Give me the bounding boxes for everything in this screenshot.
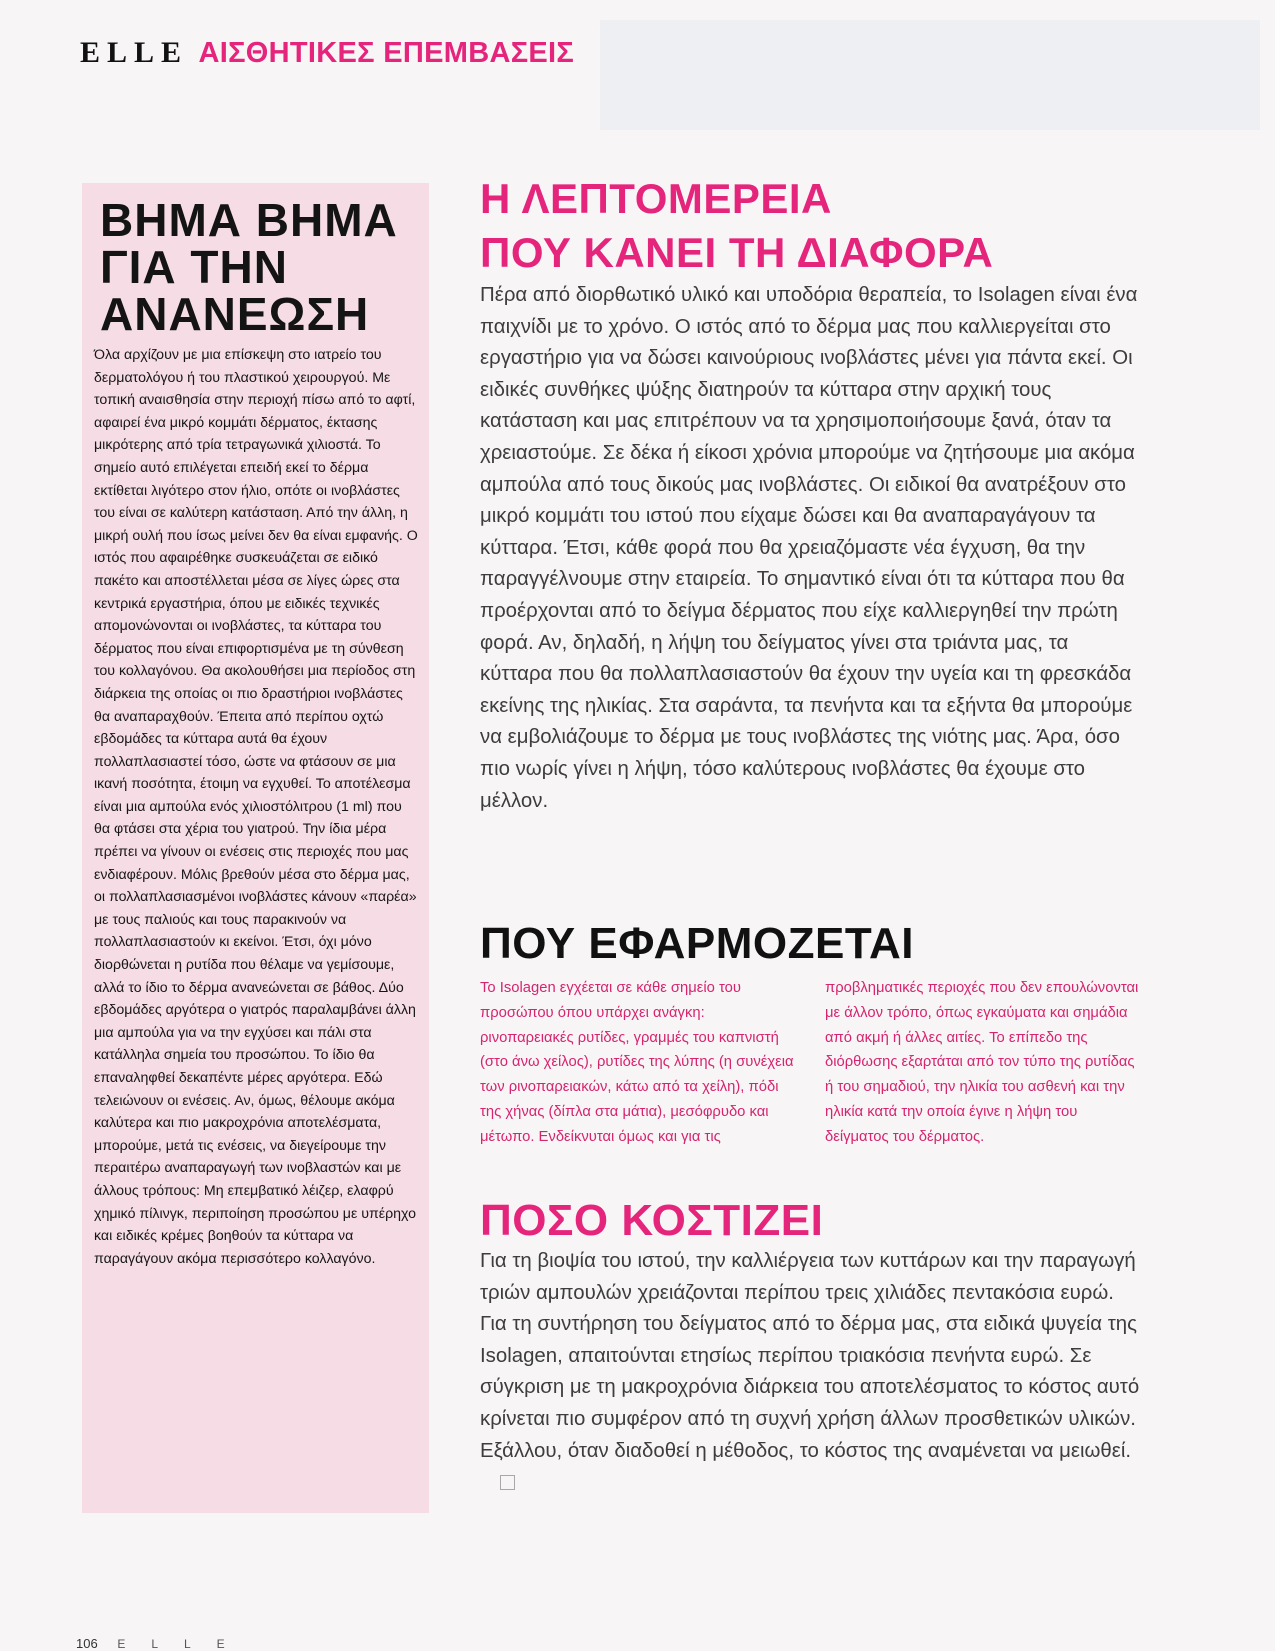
page-footer (76, 1636, 251, 1651)
section-cost-title: ΠΟΣΟ ΚΟΣΤΙΖΕΙ (480, 1196, 824, 1245)
sidebar-title-line: ΓΙΑ ΤΗΝ (100, 241, 288, 293)
sidebar-title (100, 194, 419, 340)
title-line: Η ΛΕΠΤΟΜΕΡΕΙΑ (480, 175, 832, 222)
section-name: ΑΙΣΘΗΤΙΚΕΣ ΕΠΕΜΒΑΣΕΙΣ (198, 36, 575, 69)
magazine-logo: ELLE (80, 36, 189, 69)
title-line: ΠΟΥ ΚΑΝΕΙ ΤΗ ΔΙΑΦΟΡΑ (480, 229, 994, 276)
section-usage-title: ΠΟΥ ΕΦΑΡΜΟΖΕΤΑΙ (480, 919, 914, 968)
section-cost-body (480, 1246, 1140, 1499)
sidebar-box (82, 183, 429, 1513)
sidebar-title-line: ΑΝΑΝΕΩΣΗ (100, 288, 370, 340)
section-cost-text: Για τη βιοψία του ιστού, την καλλιέργεια των κυττάρων και την παραγωγή τριών αμπουλών χρειάζονται περίπου τρεις χιλιάδες πεντακόσια ευρώ. Για τη συντήρηση του δείγματος από το δέρμα μας, στα ειδικά ψυγεία της Isolagen, απαιτούνται ετησίως περίπου τριακόσια πενήντα ευρώ. Σε σύγκριση με τη μακροχρόνια διάρκεια του αποτελέσματος το κόστος αυτό κρίνεται πιο συμφέρον από τη συχνή χρήση άλλων προσθετικών υλικών. Εξάλλου, όταν διαδοθεί η μέθοδος, το κόστος της αναμένεται να μειωθεί. (480, 1250, 1140, 1462)
page-header (80, 36, 574, 70)
background-show-through (600, 20, 1260, 130)
footer-brand: ELLE (117, 1637, 251, 1651)
section-detail-title (480, 172, 1140, 280)
page-number: 106 (76, 1636, 98, 1651)
section-detail (480, 172, 1140, 817)
section-detail-body: Πέρα από διορθωτικό υλικό και υποδόρια θεραπεία, το Isolagen είναι ένα παιχνίδι με το χρόνο. Ο ιστός από το δέρμα μας που καλλιεργείται στο εργαστήριο για να δώσει καινούριους ινοβλάστες μένει για πάντα εκεί. Οι ειδικές συνθήκες ψύξης διατηρούν τα κύτταρα στην αρχική τους κατάσταση και μας επιτρέπουν να τα χρησιμοποιήσουμε ξανά, όταν τα χρειαστούμε. Σε δέκα ή είκοσι χρόνια μπορούμε να ζητήσουμε μια ακόμα αμπούλα από τους δικούς μας ινοβλάστες. Οι ειδικοί θα ανατρέξουν στο μικρό κομμάτι του ιστού που είχαμε δώσει και θα αναπαραγάγουν τα κύτταρα. Έτσι, κάθε φορά που θα χρειαζόμαστε νέα έγχυση, θα την παραγγέλνουμε στην εταιρεία. Το σημαντικό είναι ότι τα κύτταρα που θα προέρχονται από το δείγμα δέρματος που είχε καλλιεργηθεί την πρώτη φορά. Αν, δηλαδή, η λήψη του δείγματος γίνει στα τριάντα μας, τα κύτταρα που θα πολλαπλασιαστούν θα έχουν την υγεία και τη φρεσκάδα εκείνης της ηλικίας. Στα σαράντα, τα πενήντα και τα εξήντα θα μπορούμε να εμβολιάζουμε το δέρμα με τους ινοβλάστες της νιότης μας. Άρα, όσο πιο νωρίς γίνει η λήψη, τόσο καλύτερους ινοβλάστες θα έχουμε στο μέλλον. (480, 284, 1138, 812)
section-usage-body: Το Isolagen εγχέεται σε κάθε σημείο του προσώπου όπου υπάρχει ανάγκη: ρινοπαρειακές ρυτίδες, γραμμές του καπνιστή (στο άνω χείλος), ρυτίδες της λύπης (η συνέχεια των ρινοπαρειακών, κάτω από τα χείλη), πόδι της χήνας (δίπλα στα μάτια), μεσόφρυδο και μέτωπο. Ενδείκνυται όμως και για τις προβληματικές περιοχές που δεν επουλώνονται με άλλον τρόπο, όπως εγκαύματα και σημάδια από ακμή ή άλλες αιτίες. Το επίπεδο της διόρθωσης εξαρτάται από τον τύπο της ρυτίδας ή του σημαδιού, την ηλικία του ασθενή και την ηλικία κατά την οποία έγινε η λήψη του δείγματος του δέρματος. (480, 980, 1139, 1145)
end-mark-icon (500, 1475, 515, 1490)
sidebar-title-line: ΒΗΜΑ ΒΗΜΑ (100, 194, 398, 246)
section-cost (480, 1196, 1140, 1499)
sidebar-body: Όλα αρχίζουν με μια επίσκεψη στο ιατρείο του δερματολόγου ή του πλαστικού χειρουργού. Με τοπική αναισθησία στην περιοχή πίσω από το αφτί, αφαιρεί ένα μικρό κομμάτι δέρματος, έκτασης μικρότερης από τρία τετραγωνικά χιλιοστά. Το σημείο αυτό επιλέγεται επειδή εκεί το δέρμα εκτίθεται λιγότερο στον ήλιο, οπότε οι ινοβλάστες του είναι σε καλύτερη κατάσταση. Από την άλλη, η μικρή ουλή που ίσως μείνει δεν θα είναι εμφανής. Ο ιστός που αφαιρέθηκε συσκευάζεται σε ειδικό πακέτο και αποστέλλεται μέσα σε λίγες ώρες στα κεντρικά εργαστήρια, όπου με ειδικές τεχνικές απομονώνονται οι ινοβλάστες, τα κύτταρα του δέρματος που είναι επιφορτισμένα με τη σύνθεση του κολλαγόνου. Θα ακολουθήσει μια περίοδος στη διάρκεια της οποίας οι πιο δραστήριοι ινοβλάστες θα αναπαραχθούν. Έπειτα από περίπου οχτώ εβδομάδες τα κύτταρα αυτά θα έχουν πολλαπλασιαστεί τόσο, ώστε να φτάσουν σε μια ικανή ποσότητα, έτοιμη να εγχυθεί. Το αποτέλεσμα είναι μια αμπούλα ενός χιλιοστόλιτρου (1 ml) που θα φτάσει στα χέρια του γιατρού. Την ίδια μέρα πρέπει να γίνουν οι ενέσεις στις περιοχές που μας ενδιαφέρουν. Μόλις βρεθούν μέσα στο δέρμα μας, οι πολλαπλασιασμένοι ινοβλάστες κάνουν «παρέα» με τους παλιούς και τους παρακινούν να πολλαπλασιαστούν κι εκείνοι. Έτσι, όχι μόνο διορθώνεται η ρυτίδα που θέλαμε να γεμίσουμε, αλλά το ίδιο το δέρμα ανανεώνεται σε βάθος. Δύο εβδομάδες αργότερα ο γιατρός παραλαμβάνει άλλη μια αμπούλα για να την εγχύσει και πάλι στα κατάλληλα σημεία του προσώπου. Το ίδιο θα επαναληφθεί δεκαπέντε μέρες αργότερα. Εδώ τελειώνουν οι ενέσεις. Αν, όμως, θέλουμε ακόμα καλύτερα και πιο μακροχρόνια αποτελέσματα, μπορούμε, μετά τις ενέσεις, να διεγείρουμε την περαιτέρω αναπαραγωγή των ινοβλαστών και με άλλους τρόπους: Μη επεμβατικό λέιζερ, ελαφρύ χημικό πίλινγκ, περιποίηση προσώπου με υπέρηχο και ειδικές κρέμες βοηθούν τα κύτταρα να παραγάγουν ακόμα περισσότερο κολλαγόνο. (94, 347, 418, 1267)
